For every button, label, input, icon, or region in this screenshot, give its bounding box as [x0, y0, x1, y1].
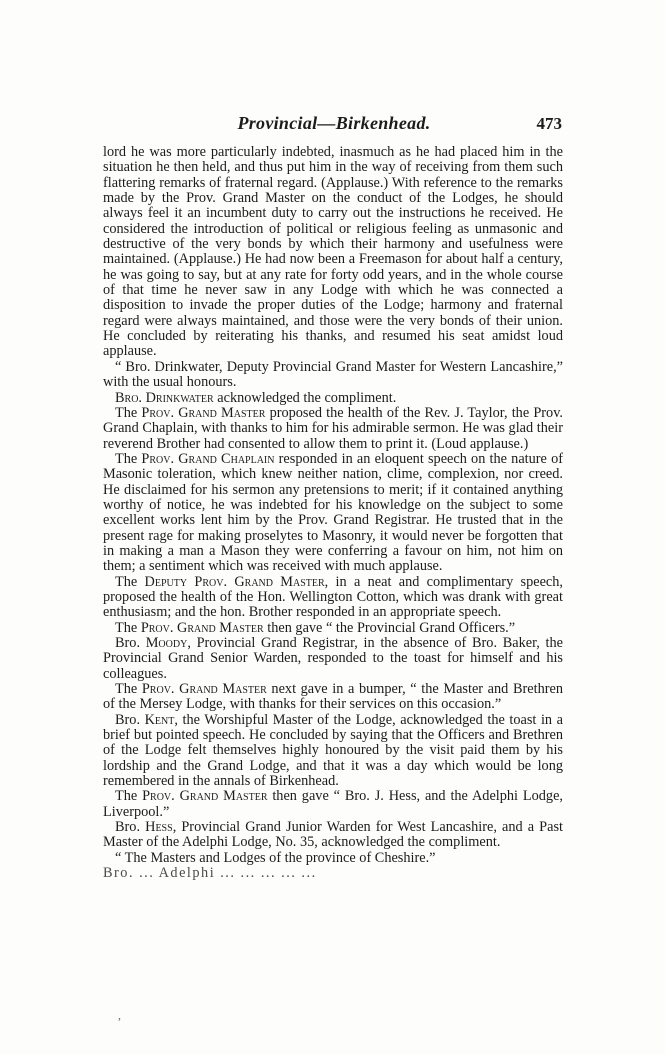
paragraph-grand-officers-toast — [103, 621, 563, 636]
paragraph-text: The — [115, 619, 141, 636]
paragraph-text: acknowledged the compliment. — [213, 389, 397, 406]
paragraph-moody-reply — [103, 636, 563, 682]
paragraph-faded-line: Bro. ... Adelphi ... ... ... ... ... — [103, 865, 317, 882]
running-title: Provincial—Birkenhead. — [237, 113, 431, 133]
paragraph-chaplain-reply — [103, 452, 563, 575]
paragraph-mersey-toast — [103, 682, 563, 713]
paragraph-drinkwater-reply — [103, 391, 563, 406]
article-body — [103, 145, 563, 882]
paragraph-text: next gave in a bumper, “ the Master and Brethren of the Mersey Lodge, with thanks for their services on this occasion.” — [103, 681, 563, 713]
speaker-name: Hess — [145, 819, 173, 836]
paragraph-adelphi-toast — [103, 789, 563, 820]
paragraph-text: , Provincial Grand Junior Warden for West Lancashire, and a Past Master of the Adelphi Lodge, No. 35, acknowledged the compliment. — [103, 819, 564, 851]
speaker-name: Bro. Drinkwater — [115, 389, 214, 406]
paragraph-kent-reply — [103, 713, 563, 790]
paragraph-cheshire-toast: “ The Masters and Lodges of the province of Cheshire.” — [115, 849, 436, 866]
paragraph-text: Bro. — [115, 635, 146, 651]
paragraph-text: then gave “ Bro. J. Hess, and the Adelphi Lodge, Liverpool.” — [103, 788, 563, 820]
paragraph-toast-drinkwater: “ Bro. Drinkwater, Deputy Provincial Grand Master for Western Lancashire,” with the usual honours. — [103, 358, 563, 391]
paragraph-text: , in a neat and complimentary speech, proposed the health of the Hon. Wellington Cotton, which was drank with great enthusiasm; and the hon. Brother responded in an appropriate speech. — [103, 573, 563, 621]
paragraph-text: The — [115, 450, 142, 467]
paragraph-text: Bro. — [115, 819, 146, 836]
paragraph-text: proposed the health of the Rev. J. Taylor, the Prov. Grand Chaplain, with thanks to him for his admirable sermon. He was glad their reverend Brother had consented to allow them to print it. (Loud applause.) — [103, 404, 563, 452]
paragraph-deputy-speech — [103, 575, 563, 621]
paragraph-text: responded in an eloquent speech on the nature of Masonic toleration, which knew neither nation, clime, complexion, nor creed. He disclaimed for his sermon any pretensions to merit; if it contained anything worthy of notice, he was indebted for his knowledge on the subject to some excellent works lent him by the Prov. Grand Registrar. He trusted that in the present rage for making proselytes to Masonry, it would never be forgotten that in making a man a Mason they were conferring a favour on him, not him on them; a sentiment which was received with much applause. — [103, 450, 563, 575]
paragraph-text: Bro. — [115, 711, 145, 728]
speaker-title: Prov. Grand Chaplain — [141, 450, 275, 467]
paragraph-text: The — [115, 404, 142, 421]
paragraph-chaplain-toast — [103, 406, 563, 452]
page-mark: , — [118, 1008, 121, 1022]
speaker-name: Kent — [144, 711, 175, 728]
paragraph-text: The — [115, 573, 145, 590]
paragraph-text: The — [115, 681, 142, 698]
paragraph-text: The — [115, 788, 143, 805]
paragraph-hess-reply — [103, 820, 563, 851]
paragraph-continuation: lord he was more particularly indebted, inasmuch as he had placed him in the situation he then held, and thus put him in the way of receiving from them such flattering remarks of fraternal regard. (Applause.) With reference to the remarks made by the Prov. Grand Master on the conduct of the Lodges, he should always feel it an incumbent duty to carry out the instructions he received. He considered the introduction of political or religious feeling as unmasonic and destructive of the very bonds by which their harmony and usefulness were maintained. (Applause.) He had now been a Freemason for about half a century, he was going to say, but at any rate for forty odd years, and in the whole course of that time he never saw in any Lodge with which he was connected a disposition to invade the proper duties of the Lodge; harmony and fraternal regard were always maintained, and those were the very bonds of their union. He concluded by reiterating his thanks, and resumed his seat amidst loud applause. — [103, 144, 563, 360]
speaker-title: Prov. Grand Master — [141, 681, 267, 698]
speaker-title: Prov. Grand Master — [140, 619, 264, 636]
paragraph-text: , the Worshipful Master of the Lodge, acknowledged the toast in a brief but pointed speech. He concluded by saying that the Officers and Brethren of the Lodge felt themselves highly honoured by the visit paid them by his lordship and the Grand Lodge, and that it was a day which would be long remembered in the annals of Birkenhead. — [103, 711, 563, 790]
speaker-title: Deputy Prov. Grand Master — [144, 573, 325, 590]
speaker-title: Prov. Grand Master — [141, 404, 266, 421]
speaker-title: Prov. Grand Master — [142, 788, 268, 805]
paragraph-text: then gave “ the Provincial Grand Officers.” — [263, 619, 516, 636]
speaker-name: Moody — [145, 635, 188, 651]
page-number: 473 — [536, 114, 562, 133]
running-head — [104, 113, 564, 137]
paragraph-text: , Provincial Grand Registrar, in the absence of Bro. Baker, the Provincial Grand Senior Warden, responded to the toast for himself and his colleagues. — [103, 635, 563, 682]
